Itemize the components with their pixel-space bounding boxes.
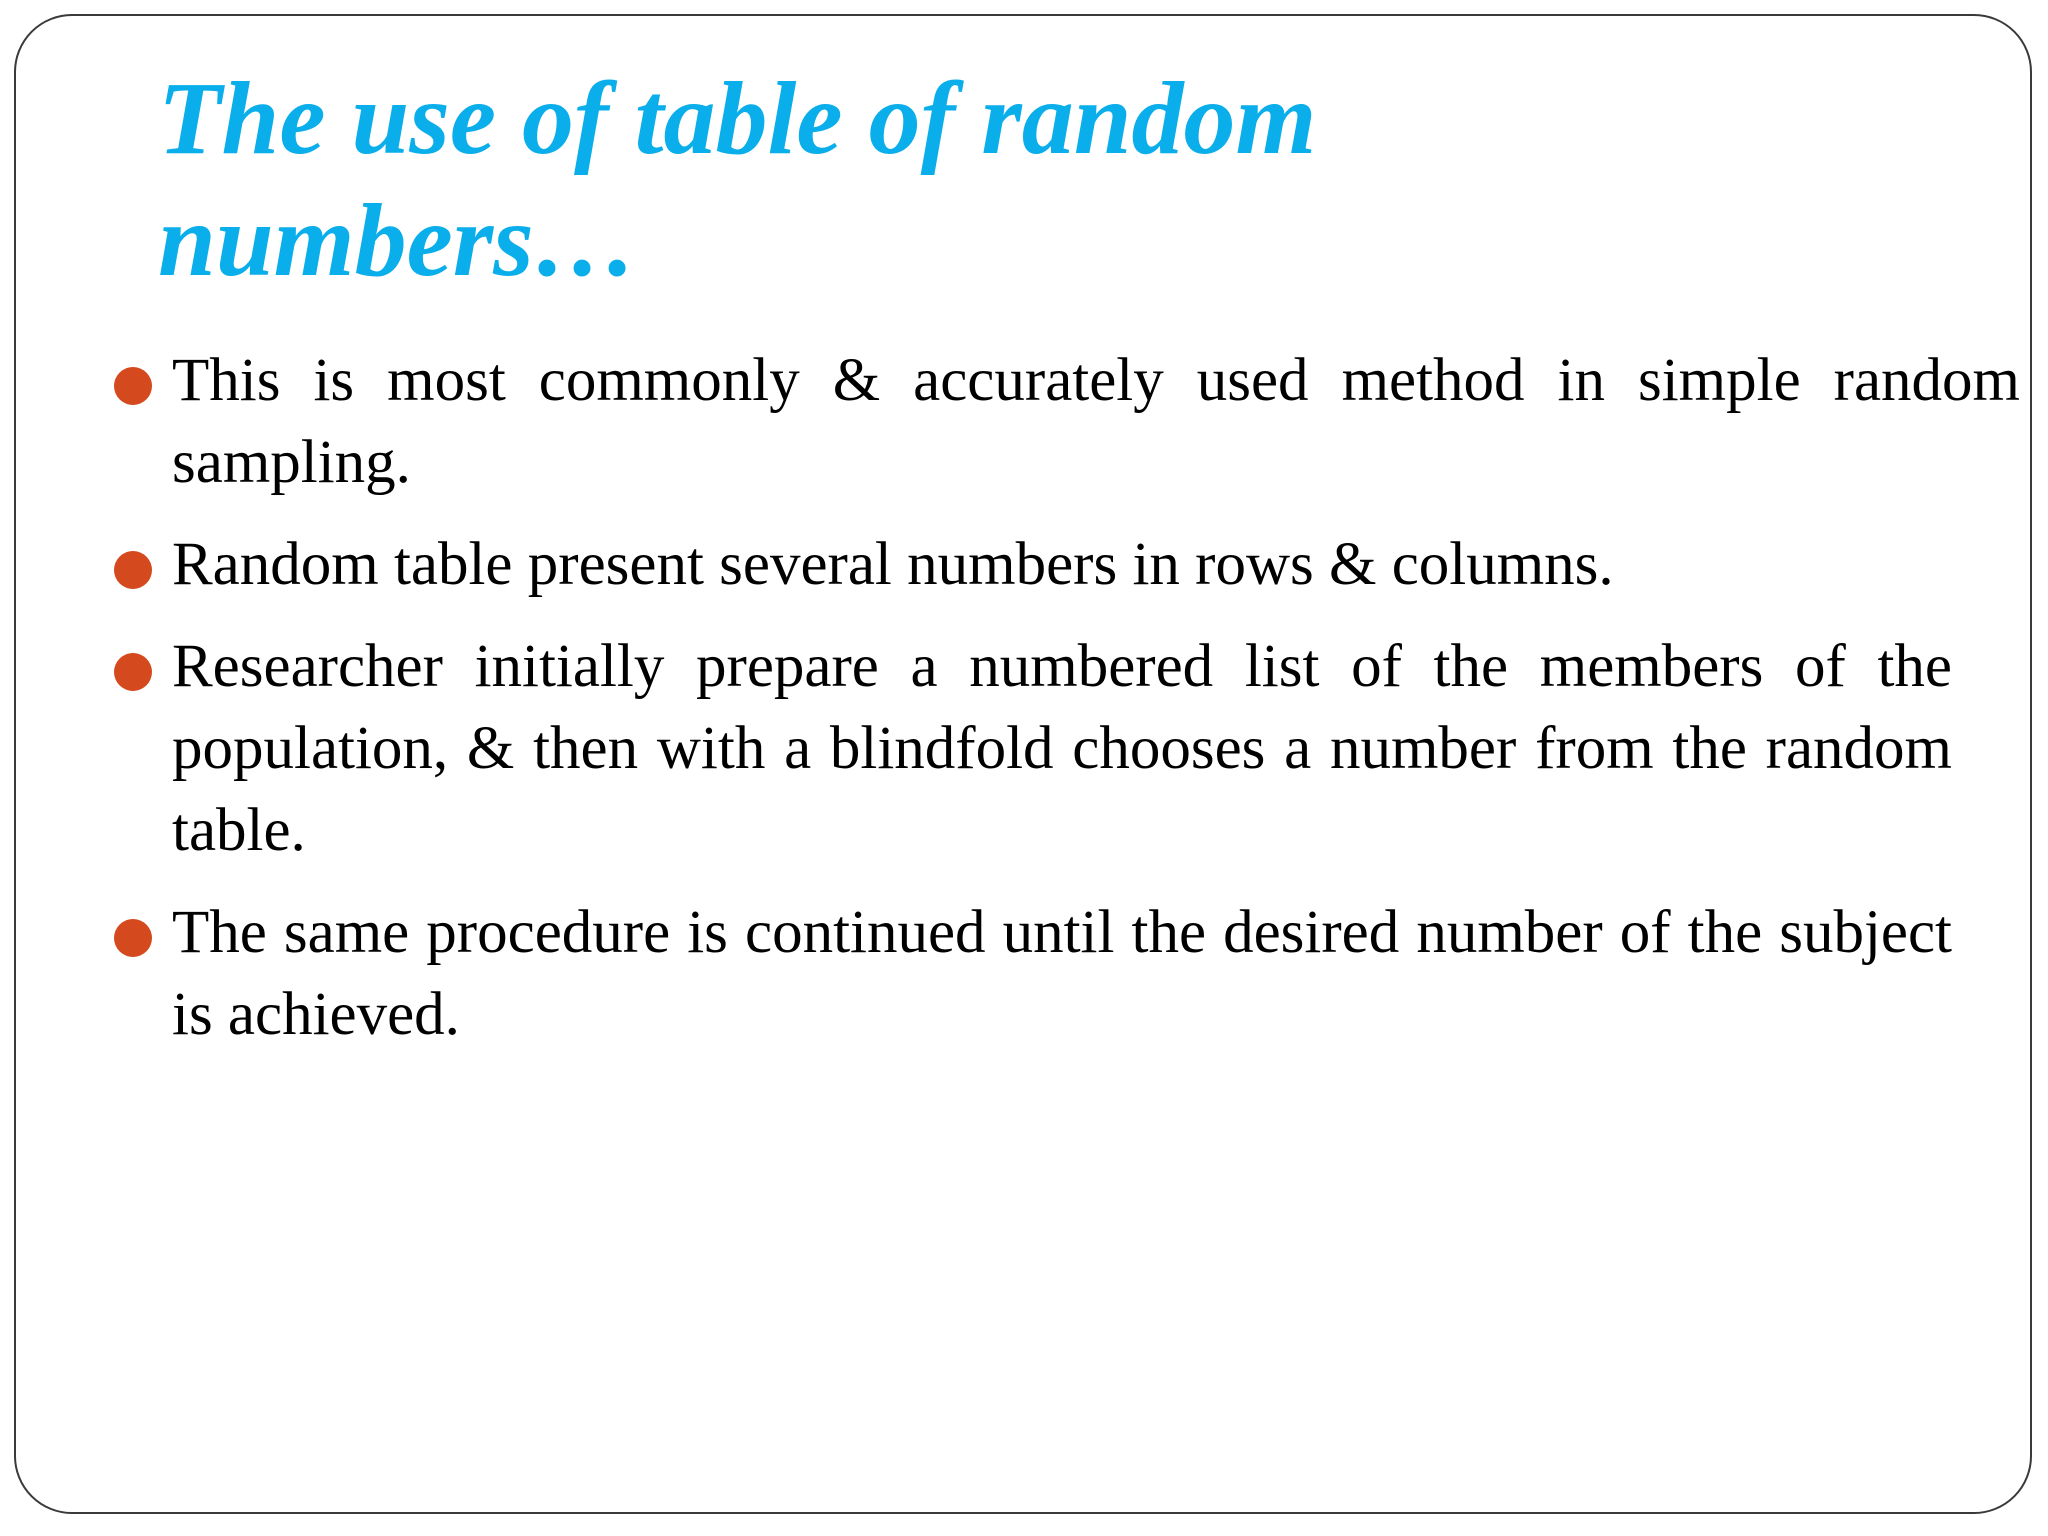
bullet-text-1: This is most commonly & accurately used method in simple random sampling.: [172, 347, 2020, 496]
bullet-dot-icon: [114, 551, 152, 589]
bullet-text-2: Random table present several numbers in rows & columns.: [172, 531, 1614, 598]
bullet-item-1: [110, 340, 2020, 504]
bullet-item-4: [110, 892, 1952, 1056]
bullet-text-3: Researcher initially prepare a numbered list of the members of the population, & then with a blindfold chooses a number from the random table.: [172, 633, 1952, 864]
bullet-text-4: The same procedure is continued until the desired number of the subject is achieved.: [172, 899, 1952, 1048]
bullet-dot-icon: [114, 653, 152, 691]
bullet-item-3: [110, 626, 1952, 872]
slide-title: The use of table of random numbers…: [158, 61, 1317, 298]
bullet-list: [110, 340, 2020, 1076]
bullet-dot-icon: [114, 367, 152, 405]
bullet-dot-icon: [114, 919, 152, 957]
bullet-item-2: [110, 524, 1952, 606]
